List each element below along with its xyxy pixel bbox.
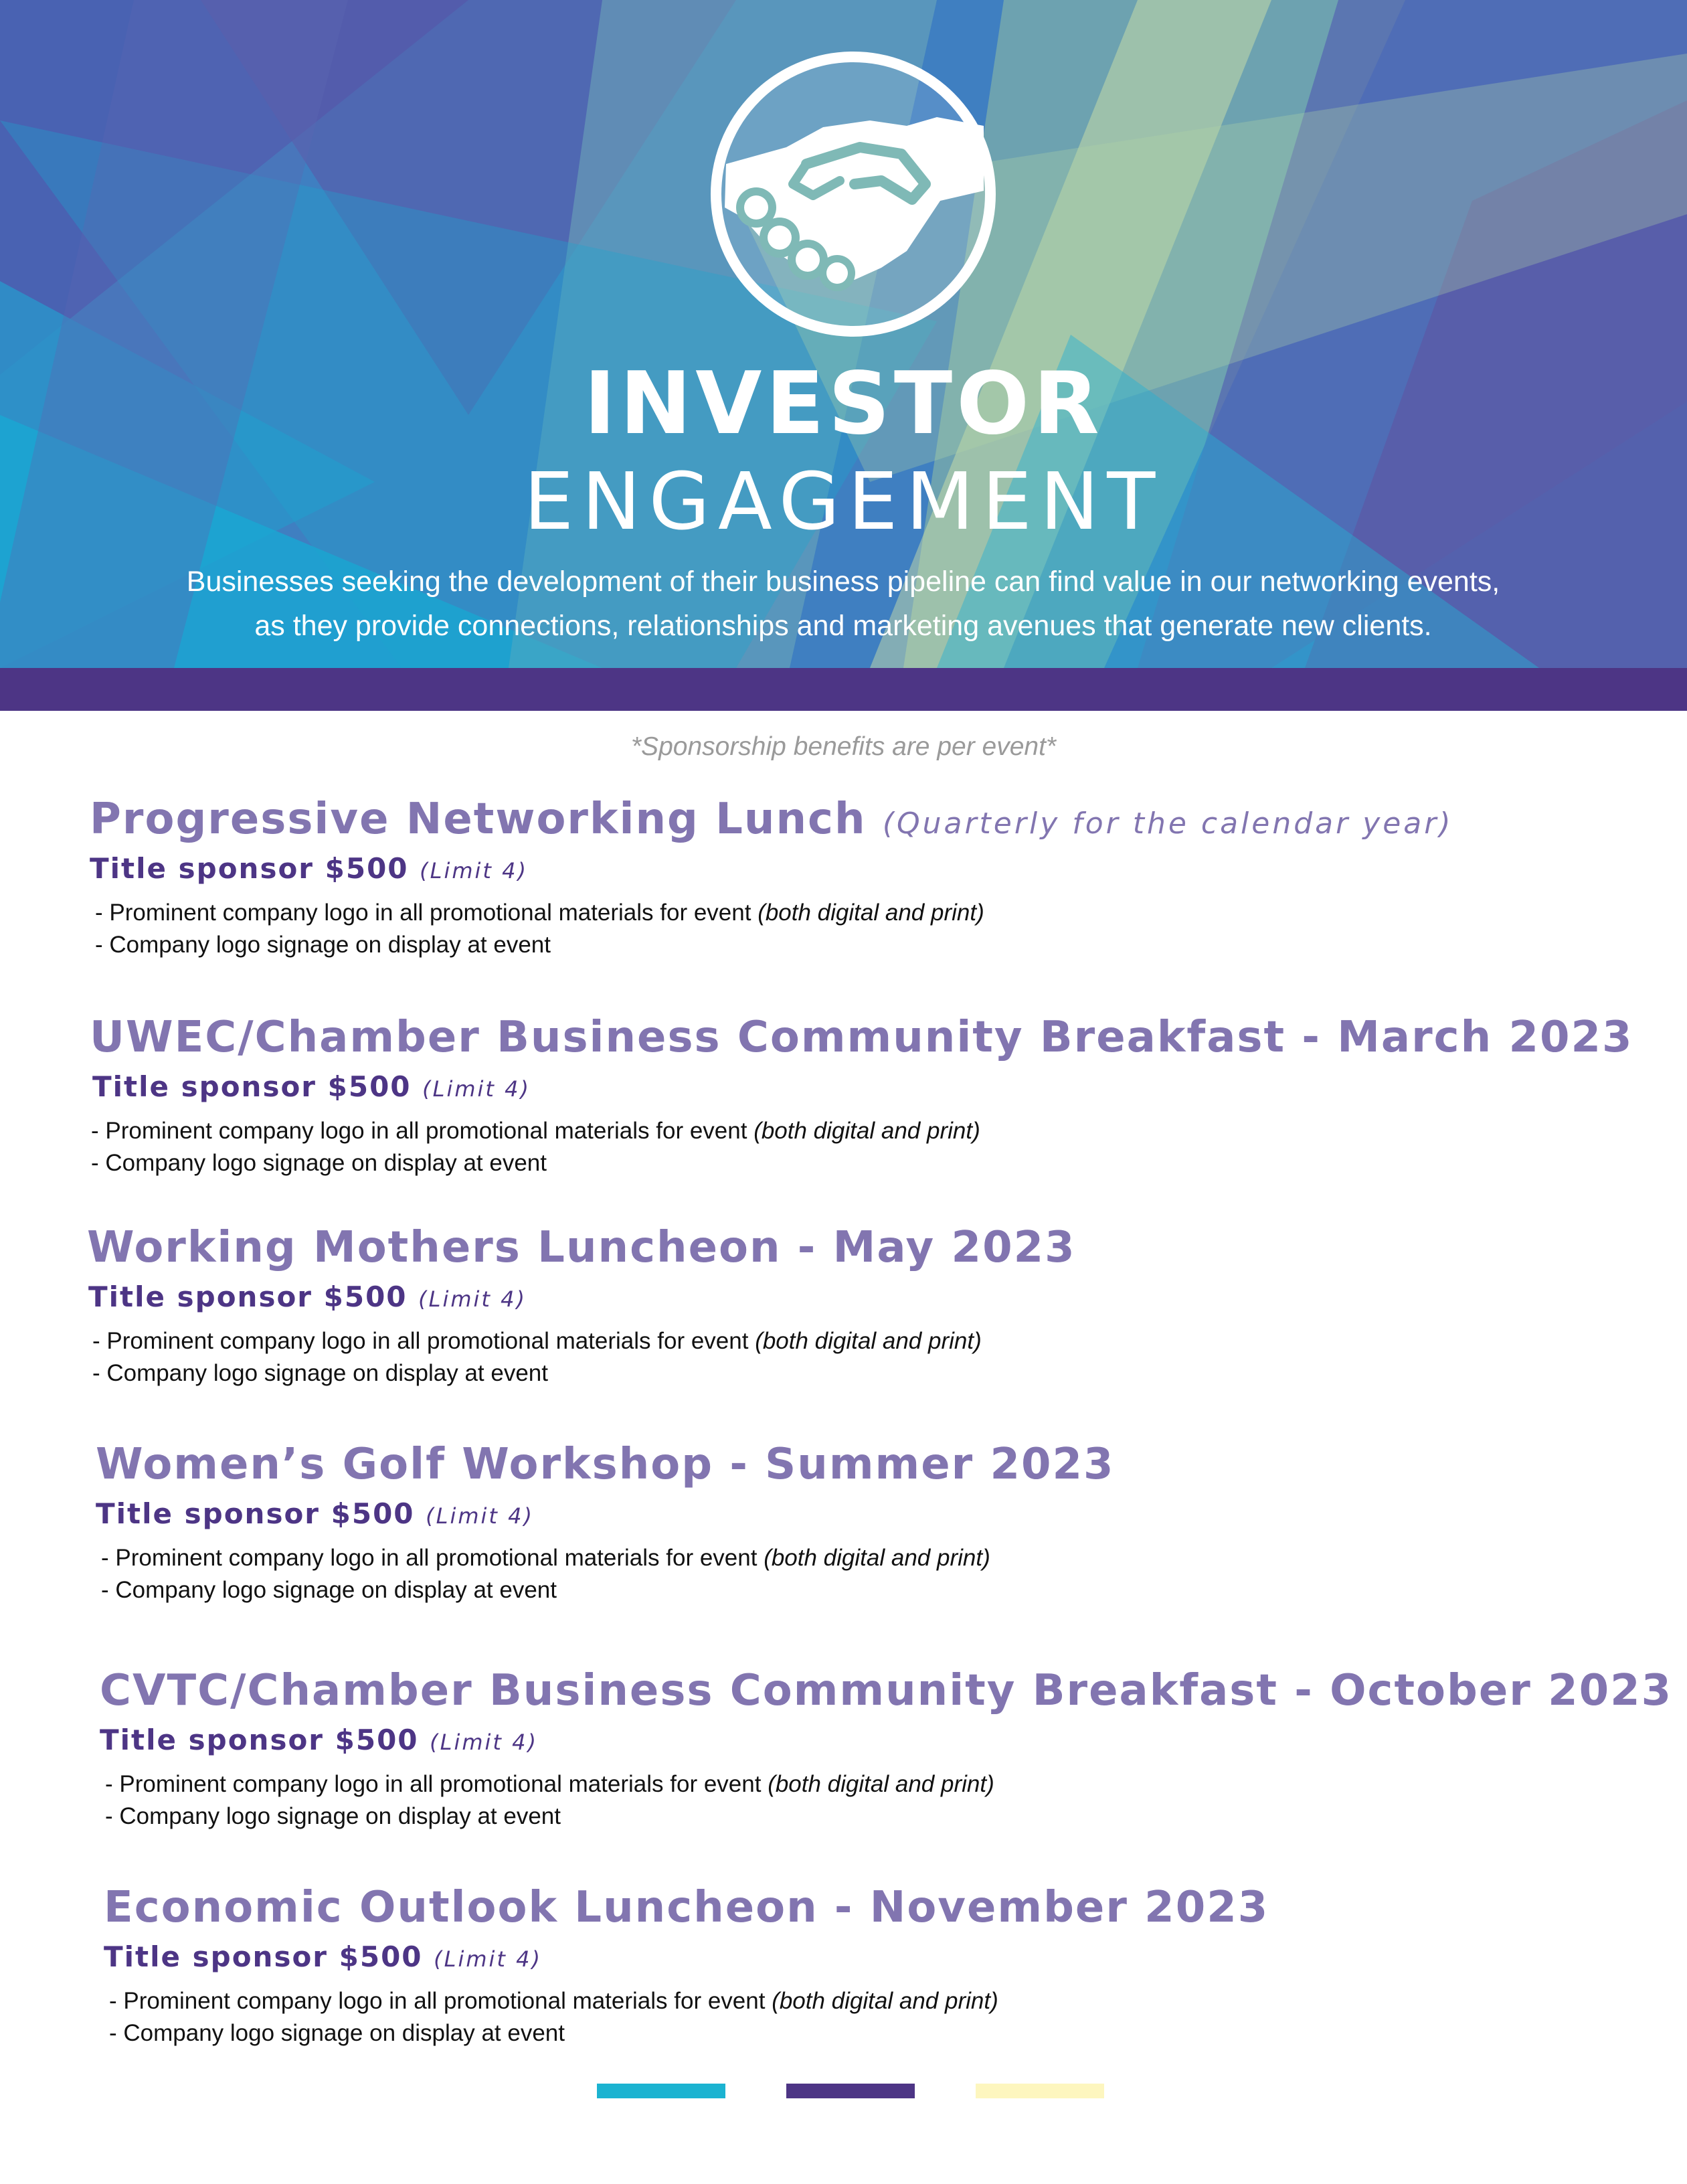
tier-limit: (Limit 4) (430, 1729, 538, 1755)
footer-bar-yellow (976, 2084, 1104, 2098)
benefit-list (90, 897, 1687, 961)
benefit-text: - Prominent company logo in all promotional materials for event (109, 1987, 772, 2014)
benefit-item: - Company logo signage on display at event (101, 1576, 557, 1603)
event-title (96, 1439, 1687, 1491)
benefit-item (95, 897, 1687, 929)
tier-label: Title sponsor $500 (100, 1723, 419, 1756)
tier-label: Title sponsor $500 (96, 1497, 415, 1530)
event-title (100, 1665, 1687, 1717)
tier-label: Title sponsor $500 (92, 1070, 412, 1103)
benefit-note: (both digital and print) (768, 1770, 994, 1797)
sponsor-tier (104, 1940, 1687, 1973)
benefit-list (96, 1542, 1687, 1606)
tier-limit: (Limit 4) (422, 1076, 531, 1102)
tier-limit: (Limit 4) (418, 1286, 527, 1312)
benefit-list (90, 1115, 1687, 1179)
benefit-note: (both digital and print) (753, 1117, 980, 1144)
header-divider-band (0, 668, 1687, 711)
benefit-item: - Company logo signage on display at event (95, 931, 551, 958)
tier-label: Title sponsor $500 (104, 1940, 423, 1973)
event-section (104, 1882, 1687, 2049)
event-section (96, 1439, 1687, 1606)
event-section (100, 1665, 1687, 1833)
event-section (87, 1222, 1687, 1390)
footer-bar-purple (786, 2084, 915, 2098)
sponsor-tier (96, 1497, 1687, 1530)
tagline-line-2: as they provide connections, relationships and marketing avenues that generate new clients. (254, 610, 1432, 642)
tier-limit: (Limit 4) (426, 1503, 534, 1529)
hero-banner (0, 0, 1687, 668)
benefit-text: - Prominent company logo in all promotional materials for event (91, 1117, 754, 1144)
benefit-item (109, 1985, 1687, 2017)
benefit-note: (both digital and print) (755, 1327, 982, 1354)
event-title-text: Women’s Golf Workshop - Summer 2023 (96, 1440, 1115, 1489)
event-subtitle: (Quarterly for the calendar year) (882, 807, 1453, 841)
tier-limit: (Limit 4) (434, 1946, 542, 1972)
footer-bar-cyan (597, 2084, 725, 2098)
event-title-text: CVTC/Chamber Business Community Breakfast - October 2023 (100, 1666, 1673, 1715)
tier-label: Title sponsor $500 (88, 1280, 408, 1313)
event-title (104, 1882, 1687, 1934)
tier-limit: (Limit 4) (420, 857, 528, 884)
benefit-item (101, 1542, 1687, 1574)
sponsor-tier (90, 852, 1687, 885)
benefit-text: - Prominent company logo in all promotional materials for event (101, 1544, 764, 1571)
title-investor: INVESTOR (584, 354, 1103, 454)
event-title (90, 794, 1687, 845)
benefit-text: - Prominent company logo in all promotional materials for event (95, 899, 758, 926)
sponsor-tier (92, 1070, 1687, 1103)
sponsor-tier (100, 1724, 1687, 1756)
event-title (90, 1012, 1687, 1064)
benefit-list (100, 1768, 1687, 1833)
benefit-list (104, 1985, 1687, 2049)
benefit-text: - Prominent company logo in all promotional materials for event (105, 1770, 768, 1797)
event-section (90, 1012, 1687, 1179)
benefit-item: - Company logo signage on display at event (105, 1802, 561, 1829)
benefit-text: - Prominent company logo in all promotional materials for event (92, 1327, 756, 1354)
tier-label: Title sponsor $500 (90, 851, 409, 885)
benefit-item (92, 1325, 1687, 1357)
event-title-text: Economic Outlook Luncheon - November 2023 (104, 1883, 1269, 1932)
benefit-item (91, 1115, 1687, 1147)
event-title (87, 1222, 1687, 1274)
handshake-icon (706, 47, 1000, 341)
event-title-text: Progressive Networking Lunch (90, 794, 867, 844)
tagline-line-1: Businesses seeking the development of their business pipeline can find value in our networking events, (186, 566, 1500, 598)
event-section (90, 794, 1687, 961)
benefit-list (87, 1325, 1687, 1390)
sponsor-tier (88, 1280, 1687, 1313)
title-engagement: ENGAGEMENT (523, 455, 1164, 548)
benefit-note: (both digital and print) (772, 1987, 998, 2014)
benefit-note: (both digital and print) (764, 1544, 990, 1571)
benefit-item: - Company logo signage on display at event (109, 2019, 565, 2046)
event-title-text: Working Mothers Luncheon - May 2023 (87, 1223, 1076, 1272)
sponsorship-note: *Sponsorship benefits are per event* (630, 732, 1057, 761)
benefit-note: (both digital and print) (758, 899, 984, 926)
benefit-item (105, 1768, 1687, 1800)
event-title-text: UWEC/Chamber Business Community Breakfast - March 2023 (90, 1013, 1633, 1062)
benefit-item: - Company logo signage on display at event (92, 1359, 548, 1386)
benefit-item: - Company logo signage on display at event (91, 1149, 547, 1176)
tagline (107, 560, 1579, 648)
